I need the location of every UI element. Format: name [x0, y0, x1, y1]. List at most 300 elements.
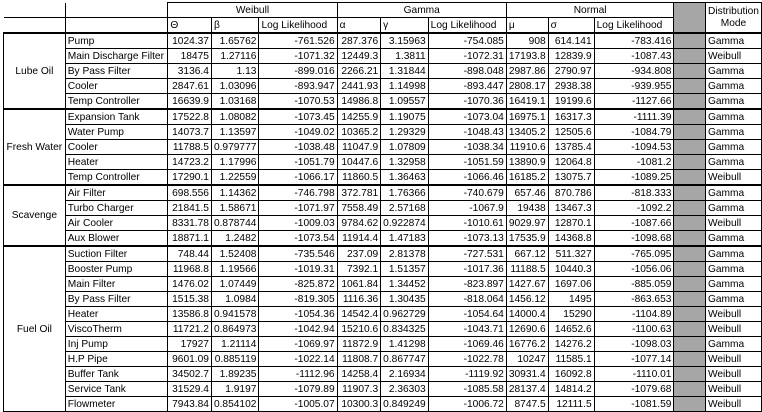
distribution-mode-cell: Weibull: [705, 216, 761, 231]
value-cell: -1069.97: [259, 337, 337, 352]
value-cell: 12839.9: [548, 49, 594, 64]
value-cell: -819.305: [259, 292, 337, 307]
header-blank: [4, 3, 66, 18]
gray-separator-cell: [674, 33, 706, 49]
distribution-mode-cell: Gamma: [705, 94, 761, 110]
value-cell: -1104.89: [594, 307, 674, 322]
value-cell: 372.781: [337, 185, 381, 201]
value-cell: -1072.31: [428, 49, 506, 64]
value-cell: -1071.97: [259, 201, 337, 216]
gray-separator-cell: [674, 170, 706, 186]
table-row: [4, 79, 762, 94]
component-name: Cooler: [65, 79, 168, 94]
value-cell: -1043.71: [428, 322, 506, 337]
value-cell: 2.16934: [381, 367, 429, 382]
value-cell: 0.885119: [211, 352, 259, 367]
component-name: Air Cooler: [65, 216, 168, 231]
value-cell: 12111.5: [548, 397, 594, 412]
table-row: [4, 64, 762, 79]
value-cell: 16776.2: [506, 337, 548, 352]
value-cell: 2808.17: [506, 79, 548, 94]
value-cell: -1070.36: [428, 94, 506, 110]
gray-separator-cell: [674, 49, 706, 64]
gray-separator-header: [674, 3, 706, 34]
value-cell: 2938.38: [548, 79, 594, 94]
value-cell: -1127.66: [594, 94, 674, 110]
value-cell: -1073.45: [259, 109, 337, 125]
value-cell: 1.19075: [381, 109, 429, 125]
component-name: Temp Controller: [65, 94, 168, 110]
value-cell: 1.17996: [211, 155, 259, 170]
value-cell: -939.955: [594, 79, 674, 94]
value-cell: 2987.86: [506, 64, 548, 79]
gray-separator-cell: [674, 322, 706, 337]
table-row: [4, 262, 762, 277]
value-cell: 11872.9: [337, 337, 381, 352]
value-cell: 3.15963: [381, 33, 429, 49]
value-cell: 17193.8: [506, 49, 548, 64]
value-cell: 28137.4: [506, 382, 548, 397]
gray-separator-cell: [674, 94, 706, 110]
value-cell: 1061.84: [337, 277, 381, 292]
value-cell: 1.29329: [381, 125, 429, 140]
value-cell: 11914.4: [337, 231, 381, 247]
value-cell: -1054.64: [428, 307, 506, 322]
value-cell: -1119.92: [428, 367, 506, 382]
component-name: Inj Pump: [65, 337, 168, 352]
gray-separator-cell: [674, 292, 706, 307]
value-cell: -1073.13: [428, 231, 506, 247]
distribution-mode-cell: Gamma: [705, 185, 761, 201]
value-cell: 11788.5: [168, 140, 212, 155]
value-cell: -1066.46: [428, 170, 506, 186]
value-cell: -783.416: [594, 33, 674, 49]
table-row: [4, 277, 762, 292]
value-cell: 18871.1: [168, 231, 212, 247]
value-cell: 21841.5: [168, 201, 212, 216]
value-cell: -899.016: [259, 64, 337, 79]
value-cell: 1.89235: [211, 367, 259, 382]
value-cell: -818.064: [428, 292, 506, 307]
table-row: [4, 49, 762, 64]
distribution-mode-cell: Gamma: [705, 155, 761, 170]
gray-separator-cell: [674, 262, 706, 277]
header-blank: [4, 18, 66, 34]
distribution-mode-cell: Weibull: [705, 367, 761, 382]
value-cell: 0.941578: [211, 307, 259, 322]
value-cell: -1089.25: [594, 170, 674, 186]
value-cell: 16317.3: [548, 109, 594, 125]
value-cell: 14986.8: [337, 94, 381, 110]
value-cell: 18475: [168, 49, 212, 64]
value-cell: -1100.63: [594, 322, 674, 337]
component-name: Buffer Tank: [65, 367, 168, 382]
value-cell: 0.979777: [211, 140, 259, 155]
value-cell: 1456.12: [506, 292, 548, 307]
value-cell: 0.922874: [381, 216, 429, 231]
value-cell: 14000.4: [506, 307, 548, 322]
table-body: [4, 33, 762, 412]
value-cell: 0.867747: [381, 352, 429, 367]
header-mode-line2: Mode: [720, 17, 747, 29]
value-cell: 14542.4: [337, 307, 381, 322]
value-cell: 1.41298: [381, 337, 429, 352]
distribution-mode-cell: Gamma: [705, 140, 761, 155]
value-cell: 1.13: [211, 64, 259, 79]
header-gamma-param: γ: [381, 18, 429, 34]
gray-separator-cell: [674, 231, 706, 247]
gray-separator-cell: [674, 79, 706, 94]
distribution-mode-cell: Gamma: [705, 337, 761, 352]
value-cell: -1042.94: [259, 322, 337, 337]
header-normal: Normal: [506, 3, 674, 18]
distribution-mode-cell: Gamma: [705, 201, 761, 216]
value-cell: -740.679: [428, 185, 506, 201]
value-cell: 7943.84: [168, 397, 212, 412]
value-cell: 1495: [548, 292, 594, 307]
header-mu: μ: [506, 18, 548, 34]
value-cell: 870.786: [548, 185, 594, 201]
value-cell: 7392.1: [337, 262, 381, 277]
distribution-mode-cell: Weibull: [705, 170, 761, 186]
value-cell: 2441.93: [337, 79, 381, 94]
value-cell: 15210.6: [337, 322, 381, 337]
component-name: Heater: [65, 155, 168, 170]
distribution-mode-cell: Weibull: [705, 307, 761, 322]
header-row-groups: [4, 3, 762, 18]
table-row: [4, 292, 762, 307]
component-name: Water Pump: [65, 125, 168, 140]
table-row: [4, 155, 762, 170]
header-blank: [65, 18, 168, 34]
value-cell: 1515.38: [168, 292, 212, 307]
value-cell: 1.9197: [211, 382, 259, 397]
value-cell: 11047.9: [337, 140, 381, 155]
value-cell: 1.34452: [381, 277, 429, 292]
value-cell: 1.22559: [211, 170, 259, 186]
header-mode-line1: Distribution: [707, 5, 759, 17]
value-cell: 1.27116: [211, 49, 259, 64]
value-cell: -1077.14: [594, 352, 674, 367]
table-row: [4, 201, 762, 216]
value-cell: -818.333: [594, 185, 674, 201]
value-cell: -1073.54: [259, 231, 337, 247]
value-cell: -1070.53: [259, 94, 337, 110]
gray-separator-cell: [674, 216, 706, 231]
value-cell: 1.07449: [211, 277, 259, 292]
value-cell: -1022.14: [259, 352, 337, 367]
distribution-fit-table: [3, 2, 762, 412]
value-cell: 3136.4: [168, 64, 212, 79]
value-cell: 19438: [506, 201, 548, 216]
value-cell: 1024.37: [168, 33, 212, 49]
component-name: By Pass Filter: [65, 64, 168, 79]
system-group-label: Lube Oil: [4, 33, 66, 109]
value-cell: 30931.4: [506, 367, 548, 382]
value-cell: 1.21114: [211, 337, 259, 352]
value-cell: -1054.36: [259, 307, 337, 322]
value-cell: 11808.7: [337, 352, 381, 367]
value-cell: 11968.8: [168, 262, 212, 277]
distribution-mode-cell: Gamma: [705, 79, 761, 94]
value-cell: -754.085: [428, 33, 506, 49]
value-cell: 34502.7: [168, 367, 212, 382]
value-cell: 7558.49: [337, 201, 381, 216]
value-cell: -1010.61: [428, 216, 506, 231]
value-cell: 1.36463: [381, 170, 429, 186]
value-cell: 0.878744: [211, 216, 259, 231]
value-cell: -1009.03: [259, 216, 337, 231]
component-name: Service Tank: [65, 382, 168, 397]
gray-separator-cell: [674, 307, 706, 322]
value-cell: -1019.31: [259, 262, 337, 277]
value-cell: -1087.43: [594, 49, 674, 64]
value-cell: 614.141: [548, 33, 594, 49]
value-cell: 15290: [548, 307, 594, 322]
table-row: [4, 337, 762, 352]
table-row: [4, 246, 762, 262]
value-cell: -823.897: [428, 277, 506, 292]
component-name: Air Filter: [65, 185, 168, 201]
value-cell: 1.58671: [211, 201, 259, 216]
gray-separator-cell: [674, 397, 706, 412]
value-cell: -1081.59: [594, 397, 674, 412]
value-cell: 13586.8: [168, 307, 212, 322]
value-cell: -1092.2: [594, 201, 674, 216]
value-cell: 16639.9: [168, 94, 212, 110]
value-cell: 16092.8: [548, 367, 594, 382]
value-cell: -1112.96: [259, 367, 337, 382]
table-row: [4, 216, 762, 231]
gray-separator-cell: [674, 277, 706, 292]
gray-separator-cell: [674, 246, 706, 262]
value-cell: 1.14998: [381, 79, 429, 94]
value-cell: -1022.78: [428, 352, 506, 367]
value-cell: 14814.2: [548, 382, 594, 397]
distribution-mode-cell: Gamma: [705, 33, 761, 49]
value-cell: 11860.5: [337, 170, 381, 186]
value-cell: -1051.59: [428, 155, 506, 170]
component-name: ViscoTherm: [65, 322, 168, 337]
component-name: Turbo Charger: [65, 201, 168, 216]
value-cell: -898.048: [428, 64, 506, 79]
value-cell: 9601.09: [168, 352, 212, 367]
distribution-mode-cell: Gamma: [705, 125, 761, 140]
value-cell: -1081.2: [594, 155, 674, 170]
value-cell: 698.556: [168, 185, 212, 201]
distribution-table-container: [3, 2, 762, 412]
table-row: [4, 140, 762, 155]
value-cell: -735.546: [259, 246, 337, 262]
value-cell: 1116.36: [337, 292, 381, 307]
value-cell: 1.0984: [211, 292, 259, 307]
component-name: Cooler: [65, 140, 168, 155]
value-cell: -1049.02: [259, 125, 337, 140]
value-cell: -825.872: [259, 277, 337, 292]
gray-separator-cell: [674, 125, 706, 140]
value-cell: -1085.58: [428, 382, 506, 397]
value-cell: 19199.6: [548, 94, 594, 110]
value-cell: 1.03096: [211, 79, 259, 94]
value-cell: 1.32958: [381, 155, 429, 170]
system-group-label: Fuel Oil: [4, 246, 66, 412]
value-cell: -885.059: [594, 277, 674, 292]
value-cell: -1069.46: [428, 337, 506, 352]
value-cell: 2.57168: [381, 201, 429, 216]
component-name: Suction Filter: [65, 246, 168, 262]
header-blank: [65, 3, 168, 18]
gray-separator-cell: [674, 367, 706, 382]
header-gamma-loglik: Log Likelihood: [428, 18, 506, 34]
value-cell: -1071.32: [259, 49, 337, 64]
value-cell: -1073.04: [428, 109, 506, 125]
value-cell: 10447.6: [337, 155, 381, 170]
table-row: [4, 307, 762, 322]
table-row: [4, 367, 762, 382]
gray-separator-cell: [674, 109, 706, 125]
value-cell: 9784.62: [337, 216, 381, 231]
value-cell: 2847.61: [168, 79, 212, 94]
value-cell: 31529.4: [168, 382, 212, 397]
value-cell: 16185.2: [506, 170, 548, 186]
value-cell: -893.947: [259, 79, 337, 94]
value-cell: -761.526: [259, 33, 337, 49]
value-cell: -746.798: [259, 185, 337, 201]
distribution-mode-cell: Weibull: [705, 352, 761, 367]
distribution-mode-cell: Gamma: [705, 262, 761, 277]
value-cell: 12870.1: [548, 216, 594, 231]
header-sigma: σ: [548, 18, 594, 34]
distribution-mode-cell: Gamma: [705, 231, 761, 247]
header-weibull-loglik: Log Likelihood: [259, 18, 337, 34]
value-cell: -1111.39: [594, 109, 674, 125]
value-cell: 2.81378: [381, 246, 429, 262]
value-cell: 0.854102: [211, 397, 259, 412]
value-cell: 748.44: [168, 246, 212, 262]
component-name: Pump: [65, 33, 168, 49]
gray-separator-cell: [674, 201, 706, 216]
table-row: [4, 382, 762, 397]
gray-separator-cell: [674, 140, 706, 155]
value-cell: 1.07809: [381, 140, 429, 155]
value-cell: -1048.43: [428, 125, 506, 140]
value-cell: 16419.1: [506, 94, 548, 110]
component-name: Aux Blower: [65, 231, 168, 247]
value-cell: 13075.7: [548, 170, 594, 186]
distribution-mode-cell: Weibull: [705, 397, 761, 412]
value-cell: 11910.6: [506, 140, 548, 155]
table-row: [4, 397, 762, 412]
value-cell: -1006.72: [428, 397, 506, 412]
header-normal-loglik: Log Likelihood: [594, 18, 674, 34]
system-group-label: Fresh Water: [4, 109, 66, 185]
table-row: [4, 185, 762, 201]
value-cell: 237.09: [337, 246, 381, 262]
value-cell: -1098.03: [594, 337, 674, 352]
value-cell: 1.14362: [211, 185, 259, 201]
value-cell: -1051.79: [259, 155, 337, 170]
gray-separator-cell: [674, 185, 706, 201]
value-cell: 11188.5: [506, 262, 548, 277]
value-cell: -1067.9: [428, 201, 506, 216]
component-name: By Pass Filter: [65, 292, 168, 307]
value-cell: -1079.68: [594, 382, 674, 397]
table-row: [4, 170, 762, 186]
value-cell: 10440.3: [548, 262, 594, 277]
header-alpha: α: [337, 18, 381, 34]
value-cell: 1.76366: [381, 185, 429, 201]
value-cell: 1.65762: [211, 33, 259, 49]
value-cell: 287.376: [337, 33, 381, 49]
value-cell: -765.095: [594, 246, 674, 262]
table-row: [4, 125, 762, 140]
gray-separator-cell: [674, 352, 706, 367]
header-beta: β: [211, 18, 259, 34]
value-cell: -1017.36: [428, 262, 506, 277]
value-cell: 1.47183: [381, 231, 429, 247]
value-cell: 16975.1: [506, 109, 548, 125]
gray-separator-cell: [674, 64, 706, 79]
value-cell: 2.36303: [381, 382, 429, 397]
table-row: [4, 352, 762, 367]
value-cell: 908: [506, 33, 548, 49]
header-gamma: Gamma: [337, 3, 506, 18]
gray-separator-cell: [674, 382, 706, 397]
component-name: H.P Pipe: [65, 352, 168, 367]
value-cell: 14258.4: [337, 367, 381, 382]
component-name: Booster Pump: [65, 262, 168, 277]
value-cell: 13405.2: [506, 125, 548, 140]
value-cell: 14723.2: [168, 155, 212, 170]
distribution-mode-cell: Weibull: [705, 382, 761, 397]
distribution-mode-cell: Weibull: [705, 49, 761, 64]
value-cell: 14073.7: [168, 125, 212, 140]
value-cell: -727.531: [428, 246, 506, 262]
value-cell: 2266.21: [337, 64, 381, 79]
distribution-mode-cell: Gamma: [705, 292, 761, 307]
value-cell: 14255.9: [337, 109, 381, 125]
value-cell: 10300.3: [337, 397, 381, 412]
value-cell: 11585.1: [548, 352, 594, 367]
value-cell: 13785.4: [548, 140, 594, 155]
table-row: [4, 33, 762, 49]
distribution-mode-cell: Gamma: [705, 246, 761, 262]
value-cell: 1427.67: [506, 277, 548, 292]
component-name: Main Filter: [65, 277, 168, 292]
value-cell: 1697.06: [548, 277, 594, 292]
value-cell: -934.808: [594, 64, 674, 79]
value-cell: -1038.48: [259, 140, 337, 155]
value-cell: 11721.2: [168, 322, 212, 337]
value-cell: 17927: [168, 337, 212, 352]
value-cell: 657.46: [506, 185, 548, 201]
value-cell: -1079.89: [259, 382, 337, 397]
value-cell: 13467.3: [548, 201, 594, 216]
distribution-mode-cell: Gamma: [705, 109, 761, 125]
value-cell: 1476.02: [168, 277, 212, 292]
value-cell: 1.30435: [381, 292, 429, 307]
header-weibull: Weibull: [168, 3, 337, 18]
value-cell: -1056.06: [594, 262, 674, 277]
value-cell: 10247: [506, 352, 548, 367]
value-cell: -1094.53: [594, 140, 674, 155]
distribution-mode-cell: Gamma: [705, 277, 761, 292]
value-cell: 0.864973: [211, 322, 259, 337]
value-cell: 1.09557: [381, 94, 429, 110]
value-cell: 12690.6: [506, 322, 548, 337]
value-cell: 1.52408: [211, 246, 259, 262]
value-cell: 1.31844: [381, 64, 429, 79]
